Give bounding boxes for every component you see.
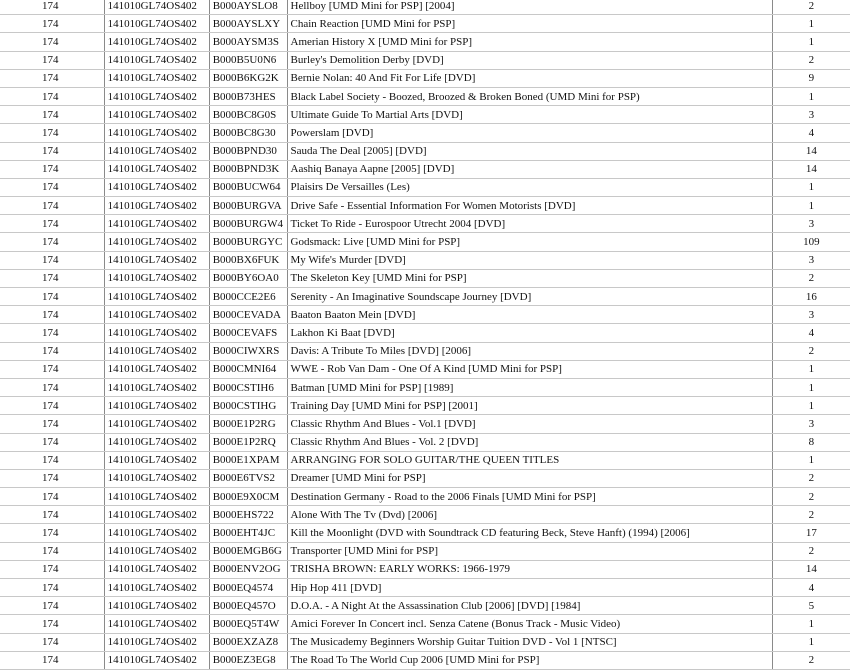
cell-asin[interactable]: B000BPND3K — [209, 160, 287, 178]
cell-title[interactable]: D.O.A. - A Night At the Assassination Club [2006] [DVD] [1984] — [287, 597, 772, 615]
table-row[interactable] — [0, 542, 850, 560]
cell-quantity[interactable]: 1 — [772, 15, 850, 33]
cell-title[interactable]: Amici Forever In Concert incl. Senza Catene (Bonus Track - Music Video) — [287, 615, 772, 633]
cell-quantity[interactable]: 3 — [772, 215, 850, 233]
cell-number[interactable]: 174 — [0, 215, 104, 233]
table-row[interactable] — [0, 0, 850, 15]
cell-asin[interactable]: B000CCE2E6 — [209, 288, 287, 306]
cell-number[interactable]: 174 — [0, 560, 104, 578]
cell-number[interactable]: 174 — [0, 433, 104, 451]
cell-title[interactable]: Amerian History X [UMD Mini for PSP] — [287, 33, 772, 51]
table-row[interactable] — [0, 488, 850, 506]
cell-order-id[interactable]: 141010GL74OS402 — [104, 215, 209, 233]
table-row[interactable] — [0, 87, 850, 105]
cell-order-id[interactable]: 141010GL74OS402 — [104, 342, 209, 360]
cell-title[interactable]: The Musicademy Beginners Worship Guitar Tuition DVD - Vol 1 [NTSC] — [287, 633, 772, 651]
cell-order-id[interactable]: 141010GL74OS402 — [104, 142, 209, 160]
table-row[interactable] — [0, 579, 850, 597]
table-row[interactable] — [0, 251, 850, 269]
table-row[interactable] — [0, 124, 850, 142]
cell-title[interactable]: Transporter [UMD Mini for PSP] — [287, 542, 772, 560]
cell-quantity[interactable]: 1 — [772, 178, 850, 196]
cell-quantity[interactable]: 3 — [772, 106, 850, 124]
cell-quantity[interactable]: 16 — [772, 288, 850, 306]
cell-order-id[interactable]: 141010GL74OS402 — [104, 178, 209, 196]
cell-number[interactable]: 174 — [0, 579, 104, 597]
cell-quantity[interactable]: 2 — [772, 269, 850, 287]
table-row[interactable] — [0, 451, 850, 469]
cell-title[interactable]: Powerslam [DVD] — [287, 124, 772, 142]
cell-quantity[interactable]: 2 — [772, 651, 850, 669]
cell-asin[interactable]: B000E6TVS2 — [209, 469, 287, 487]
table-row[interactable] — [0, 106, 850, 124]
cell-number[interactable]: 174 — [0, 0, 104, 15]
cell-order-id[interactable]: 141010GL74OS402 — [104, 469, 209, 487]
cell-asin[interactable]: B000CMNI64 — [209, 360, 287, 378]
cell-quantity[interactable]: 109 — [772, 233, 850, 251]
cell-quantity[interactable]: 2 — [772, 51, 850, 69]
cell-order-id[interactable]: 141010GL74OS402 — [104, 360, 209, 378]
cell-asin[interactable]: B000E1P2RQ — [209, 433, 287, 451]
cell-title[interactable]: Ticket To Ride - Eurospoor Utrecht 2004 [DVD] — [287, 215, 772, 233]
table-row[interactable] — [0, 51, 850, 69]
cell-title[interactable]: Training Day [UMD Mini for PSP] [2001] — [287, 397, 772, 415]
table-row[interactable] — [0, 215, 850, 233]
cell-order-id[interactable]: 141010GL74OS402 — [104, 87, 209, 105]
cell-number[interactable]: 174 — [0, 542, 104, 560]
cell-asin[interactable]: B000AYSLXY — [209, 15, 287, 33]
cell-asin[interactable]: B000BURGYC — [209, 233, 287, 251]
cell-title[interactable]: WWE - Rob Van Dam - One Of A Kind [UMD Mini for PSP] — [287, 360, 772, 378]
cell-title[interactable]: My Wife's Murder [DVD] — [287, 251, 772, 269]
cell-title[interactable]: ARRANGING FOR SOLO GUITAR/THE QUEEN TITLES — [287, 451, 772, 469]
cell-number[interactable]: 174 — [0, 33, 104, 51]
cell-number[interactable]: 174 — [0, 251, 104, 269]
cell-title[interactable]: Kill the Moonlight (DVD with Soundtrack CD featuring Beck, Steve Hanft) (1994) [2006] — [287, 524, 772, 542]
cell-title[interactable]: Batman [UMD Mini for PSP] [1989] — [287, 378, 772, 396]
table-row[interactable] — [0, 378, 850, 396]
table-row[interactable] — [0, 397, 850, 415]
cell-asin[interactable]: B000E9X0CM — [209, 488, 287, 506]
cell-title[interactable]: Bernie Nolan: 40 And Fit For Life [DVD] — [287, 69, 772, 87]
cell-asin[interactable]: B000EMGB6G — [209, 542, 287, 560]
cell-number[interactable]: 174 — [0, 415, 104, 433]
cell-title[interactable]: Destination Germany - Road to the 2006 Finals [UMD Mini for PSP] — [287, 488, 772, 506]
cell-asin[interactable]: B000BURGVA — [209, 197, 287, 215]
cell-order-id[interactable]: 141010GL74OS402 — [104, 615, 209, 633]
cell-asin[interactable]: B000EHS722 — [209, 506, 287, 524]
cell-asin[interactable]: B000ENV2OG — [209, 560, 287, 578]
cell-number[interactable]: 174 — [0, 651, 104, 669]
cell-order-id[interactable]: 141010GL74OS402 — [104, 579, 209, 597]
cell-title[interactable]: Chain Reaction [UMD Mini for PSP] — [287, 15, 772, 33]
cell-asin[interactable]: B000B6KG2K — [209, 69, 287, 87]
cell-order-id[interactable]: 141010GL74OS402 — [104, 160, 209, 178]
cell-quantity[interactable]: 1 — [772, 197, 850, 215]
cell-number[interactable]: 174 — [0, 469, 104, 487]
table-row[interactable] — [0, 269, 850, 287]
cell-asin[interactable]: B000BX6FUK — [209, 251, 287, 269]
cell-number[interactable]: 174 — [0, 378, 104, 396]
cell-title[interactable]: Davis: A Tribute To Miles [DVD] [2006] — [287, 342, 772, 360]
cell-asin[interactable]: B000AYSLO8 — [209, 0, 287, 15]
cell-asin[interactable]: B000EXZAZ8 — [209, 633, 287, 651]
cell-number[interactable]: 174 — [0, 506, 104, 524]
cell-asin[interactable]: B000EQ4574 — [209, 579, 287, 597]
cell-order-id[interactable]: 141010GL74OS402 — [104, 397, 209, 415]
cell-quantity[interactable]: 1 — [772, 33, 850, 51]
cell-asin[interactable]: B000CSTIHG — [209, 397, 287, 415]
cell-number[interactable]: 174 — [0, 397, 104, 415]
cell-title[interactable]: Lakhon Ki Baat [DVD] — [287, 324, 772, 342]
cell-number[interactable]: 174 — [0, 69, 104, 87]
cell-number[interactable]: 174 — [0, 324, 104, 342]
cell-quantity[interactable]: 1 — [772, 378, 850, 396]
table-row[interactable] — [0, 360, 850, 378]
cell-order-id[interactable]: 141010GL74OS402 — [104, 542, 209, 560]
cell-quantity[interactable]: 2 — [772, 542, 850, 560]
cell-title[interactable]: Godsmack: Live [UMD Mini for PSP] — [287, 233, 772, 251]
table-row[interactable] — [0, 615, 850, 633]
cell-quantity[interactable]: 1 — [772, 397, 850, 415]
cell-order-id[interactable]: 141010GL74OS402 — [104, 33, 209, 51]
cell-number[interactable]: 174 — [0, 197, 104, 215]
cell-order-id[interactable]: 141010GL74OS402 — [104, 651, 209, 669]
table-row[interactable] — [0, 342, 850, 360]
cell-quantity[interactable]: 14 — [772, 560, 850, 578]
cell-quantity[interactable]: 1 — [772, 360, 850, 378]
cell-quantity[interactable]: 3 — [772, 306, 850, 324]
cell-asin[interactable]: B000E1P2RG — [209, 415, 287, 433]
cell-number[interactable]: 174 — [0, 306, 104, 324]
cell-number[interactable]: 174 — [0, 142, 104, 160]
cell-quantity[interactable]: 4 — [772, 124, 850, 142]
cell-title[interactable]: Plaisirs De Versailles (Les) — [287, 178, 772, 196]
cell-number[interactable]: 174 — [0, 106, 104, 124]
cell-number[interactable]: 174 — [0, 597, 104, 615]
cell-asin[interactable]: B000BUCW64 — [209, 178, 287, 196]
table-row[interactable] — [0, 651, 850, 669]
cell-order-id[interactable]: 141010GL74OS402 — [104, 233, 209, 251]
cell-asin[interactable]: B000B5U0N6 — [209, 51, 287, 69]
cell-number[interactable]: 174 — [0, 342, 104, 360]
cell-order-id[interactable]: 141010GL74OS402 — [104, 506, 209, 524]
cell-title[interactable]: Dreamer [UMD Mini for PSP] — [287, 469, 772, 487]
table-row[interactable] — [0, 324, 850, 342]
cell-order-id[interactable]: 141010GL74OS402 — [104, 324, 209, 342]
cell-quantity[interactable]: 2 — [772, 469, 850, 487]
cell-order-id[interactable]: 141010GL74OS402 — [104, 433, 209, 451]
cell-title[interactable]: Baaton Baaton Mein [DVD] — [287, 306, 772, 324]
cell-quantity[interactable]: 3 — [772, 251, 850, 269]
cell-order-id[interactable]: 141010GL74OS402 — [104, 15, 209, 33]
cell-quantity[interactable]: 1 — [772, 615, 850, 633]
cell-title[interactable]: Drive Safe - Essential Information For Women Motorists [DVD] — [287, 197, 772, 215]
cell-quantity[interactable]: 2 — [772, 342, 850, 360]
cell-asin[interactable]: B000BY6OA0 — [209, 269, 287, 287]
cell-order-id[interactable]: 141010GL74OS402 — [104, 124, 209, 142]
cell-order-id[interactable]: 141010GL74OS402 — [104, 288, 209, 306]
cell-title[interactable]: Black Label Society - Boozed, Broozed & Broken Boned (UMD Mini for PSP) — [287, 87, 772, 105]
cell-order-id[interactable]: 141010GL74OS402 — [104, 633, 209, 651]
cell-title[interactable]: The Skeleton Key [UMD Mini for PSP] — [287, 269, 772, 287]
cell-asin[interactable]: B000BPND30 — [209, 142, 287, 160]
cell-order-id[interactable]: 141010GL74OS402 — [104, 451, 209, 469]
cell-asin[interactable]: B000EQ5T4W — [209, 615, 287, 633]
table-row[interactable] — [0, 178, 850, 196]
cell-number[interactable]: 174 — [0, 160, 104, 178]
cell-title[interactable]: Alone With The Tv (Dvd) [2006] — [287, 506, 772, 524]
table-row[interactable] — [0, 15, 850, 33]
cell-title[interactable]: TRISHA BROWN: EARLY WORKS: 1966-1979 — [287, 560, 772, 578]
cell-asin[interactable]: B000BURGW4 — [209, 215, 287, 233]
cell-number[interactable]: 174 — [0, 15, 104, 33]
cell-quantity[interactable]: 4 — [772, 579, 850, 597]
cell-title[interactable]: Burley's Demolition Derby [DVD] — [287, 51, 772, 69]
cell-order-id[interactable]: 141010GL74OS402 — [104, 488, 209, 506]
cell-quantity[interactable]: 4 — [772, 324, 850, 342]
cell-quantity[interactable]: 5 — [772, 597, 850, 615]
cell-order-id[interactable]: 141010GL74OS402 — [104, 524, 209, 542]
cell-title[interactable]: Classic Rhythm And Blues - Vol. 2 [DVD] — [287, 433, 772, 451]
cell-number[interactable]: 174 — [0, 269, 104, 287]
cell-number[interactable]: 174 — [0, 51, 104, 69]
cell-number[interactable]: 174 — [0, 451, 104, 469]
cell-number[interactable]: 174 — [0, 488, 104, 506]
cell-order-id[interactable]: 141010GL74OS402 — [104, 0, 209, 15]
cell-quantity[interactable]: 8 — [772, 433, 850, 451]
table-row[interactable] — [0, 233, 850, 251]
table-row[interactable] — [0, 524, 850, 542]
table-row[interactable] — [0, 197, 850, 215]
cell-asin[interactable]: B000AYSM3S — [209, 33, 287, 51]
cell-asin[interactable]: B000E1XPAM — [209, 451, 287, 469]
cell-order-id[interactable]: 141010GL74OS402 — [104, 251, 209, 269]
cell-order-id[interactable]: 141010GL74OS402 — [104, 560, 209, 578]
cell-number[interactable]: 174 — [0, 178, 104, 196]
cell-quantity[interactable]: 1 — [772, 451, 850, 469]
cell-asin[interactable]: B000BC8G30 — [209, 124, 287, 142]
cell-number[interactable]: 174 — [0, 288, 104, 306]
cell-title[interactable]: The Road To The World Cup 2006 [UMD Mini for PSP] — [287, 651, 772, 669]
table-row[interactable] — [0, 288, 850, 306]
cell-number[interactable]: 174 — [0, 360, 104, 378]
cell-quantity[interactable]: 9 — [772, 69, 850, 87]
cell-title[interactable]: Aashiq Banaya Aapne [2005] [DVD] — [287, 160, 772, 178]
cell-quantity[interactable]: 2 — [772, 0, 850, 15]
cell-quantity[interactable]: 14 — [772, 160, 850, 178]
table-row[interactable] — [0, 33, 850, 51]
cell-asin[interactable]: B000BC8G0S — [209, 106, 287, 124]
cell-title[interactable]: Sauda The Deal [2005] [DVD] — [287, 142, 772, 160]
cell-asin[interactable]: B000CSTIH6 — [209, 378, 287, 396]
cell-asin[interactable]: B000EZ3EG8 — [209, 651, 287, 669]
cell-number[interactable]: 174 — [0, 233, 104, 251]
cell-order-id[interactable]: 141010GL74OS402 — [104, 597, 209, 615]
cell-quantity[interactable]: 3 — [772, 415, 850, 433]
table-row[interactable] — [0, 415, 850, 433]
cell-order-id[interactable]: 141010GL74OS402 — [104, 106, 209, 124]
cell-asin[interactable]: B000CEVAFS — [209, 324, 287, 342]
cell-order-id[interactable]: 141010GL74OS402 — [104, 69, 209, 87]
cell-quantity[interactable]: 2 — [772, 506, 850, 524]
cell-title[interactable]: Hellboy [UMD Mini for PSP] [2004] — [287, 0, 772, 15]
cell-quantity[interactable]: 2 — [772, 488, 850, 506]
cell-quantity[interactable]: 17 — [772, 524, 850, 542]
table-row[interactable] — [0, 433, 850, 451]
cell-asin[interactable]: B000EQ457O — [209, 597, 287, 615]
table-row[interactable] — [0, 69, 850, 87]
cell-asin[interactable]: B000EHT4JC — [209, 524, 287, 542]
cell-order-id[interactable]: 141010GL74OS402 — [104, 269, 209, 287]
cell-number[interactable]: 174 — [0, 633, 104, 651]
cell-title[interactable]: Classic Rhythm And Blues - Vol.1 [DVD] — [287, 415, 772, 433]
table-row[interactable] — [0, 306, 850, 324]
cell-quantity[interactable]: 14 — [772, 142, 850, 160]
table-row[interactable] — [0, 142, 850, 160]
table-row[interactable] — [0, 469, 850, 487]
cell-title[interactable]: Hip Hop 411 [DVD] — [287, 579, 772, 597]
cell-number[interactable]: 174 — [0, 524, 104, 542]
cell-number[interactable]: 174 — [0, 615, 104, 633]
table-row[interactable] — [0, 160, 850, 178]
cell-asin[interactable]: B000CIWXRS — [209, 342, 287, 360]
cell-order-id[interactable]: 141010GL74OS402 — [104, 197, 209, 215]
cell-title[interactable]: Serenity - An Imaginative Soundscape Journey [DVD] — [287, 288, 772, 306]
cell-number[interactable]: 174 — [0, 124, 104, 142]
cell-order-id[interactable]: 141010GL74OS402 — [104, 378, 209, 396]
table-row[interactable] — [0, 633, 850, 651]
cell-asin[interactable]: B000B73HES — [209, 87, 287, 105]
table-row[interactable] — [0, 597, 850, 615]
cell-order-id[interactable]: 141010GL74OS402 — [104, 306, 209, 324]
cell-title[interactable]: Ultimate Guide To Martial Arts [DVD] — [287, 106, 772, 124]
cell-order-id[interactable]: 141010GL74OS402 — [104, 415, 209, 433]
cell-quantity[interactable]: 1 — [772, 87, 850, 105]
table-row[interactable] — [0, 506, 850, 524]
table-row[interactable] — [0, 560, 850, 578]
cell-quantity[interactable]: 1 — [772, 633, 850, 651]
cell-number[interactable]: 174 — [0, 87, 104, 105]
cell-asin[interactable]: B000CEVADA — [209, 306, 287, 324]
cell-order-id[interactable]: 141010GL74OS402 — [104, 51, 209, 69]
